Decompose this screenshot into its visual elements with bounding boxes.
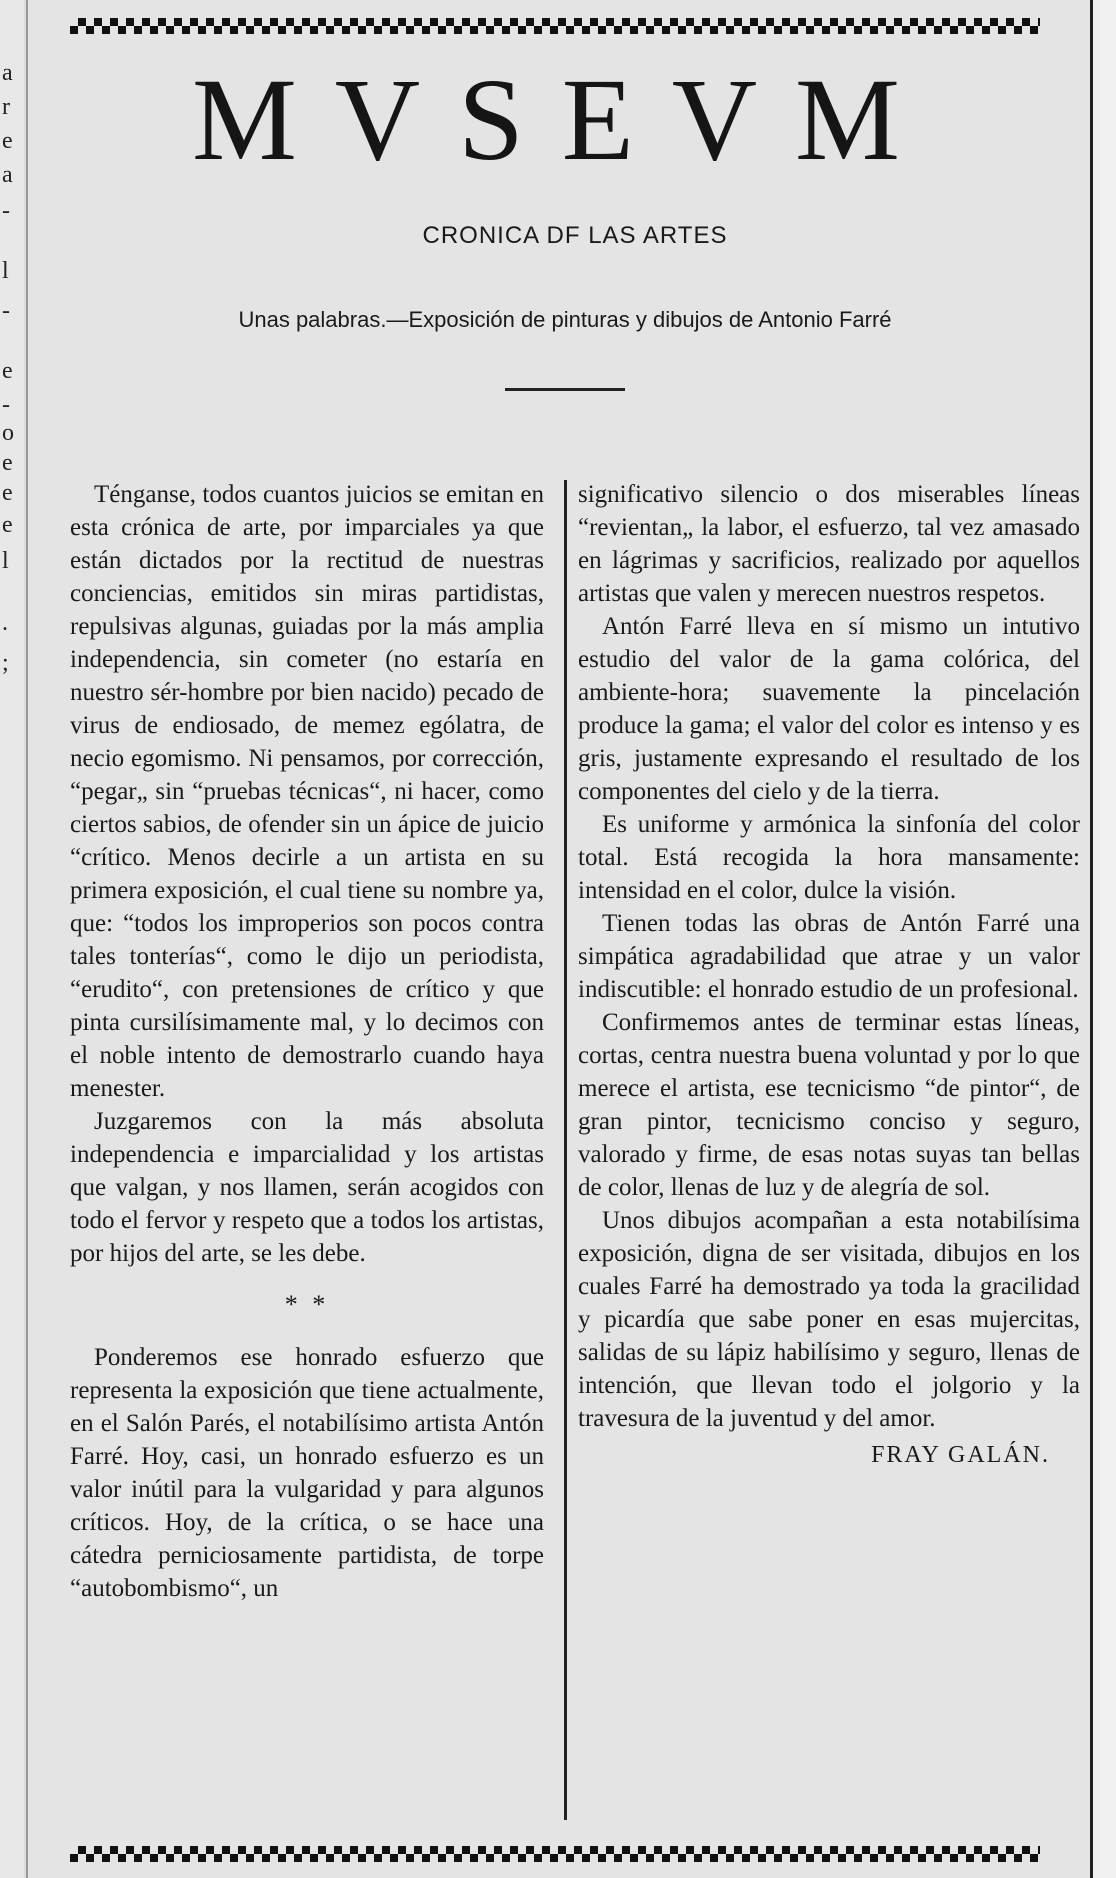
- margin-letter: ;: [2, 650, 9, 676]
- margin-letter: -: [2, 198, 10, 224]
- section-separator: * *: [284, 1290, 330, 1319]
- masthead-title: MVSEVM: [192, 54, 938, 185]
- headline-divider: [505, 388, 625, 391]
- article-paragraph: Confirmemos antes de terminar estas líneas, cortas, centra nuestra buena voluntad y por lo que merece el artista, ese tecnicismo “de pintor“, de gran pintor, tecnicismo conciso y seguro, valorado y firme, de esas notas suyas tan bellas de color, llenas de luz y de alegría de sol.: [578, 1009, 1080, 1201]
- article-column-left: [70, 478, 544, 1605]
- margin-letter: -: [2, 298, 10, 324]
- checkered-border-bottom: [70, 1846, 1040, 1862]
- author-signature: FRAY GALÁN.: [871, 1442, 1050, 1468]
- article-paragraph: Ponderemos ese honrado esfuerzo que representa la exposición que tiene actualmente, en el Salón Parés, el notabilísimo artista Antón Farré. Hoy, casi, un honrado esfuerzo es un valor inútil para la vulgaridad y para algunos críticos. Hoy, de la crítica, o se hace una cátedra perniciosamente partidista, de torpe “autobombismo“, un: [70, 1344, 544, 1602]
- article-headline: Unas palabras.—Exposición de pinturas y dibujos de Antonio Farré: [238, 307, 892, 332]
- article-paragraph: Ténganse, todos cuantos juicios se emitan en esta crónica de arte, por imparciales ya que están dictados por la rectitud de nuestras conciencias, emitidos sin miras partidistas, repulsivas algunas, guiadas por la más amplia independencia, sin cometer (no estaría en nuestro sér-hombre por bien nacido) pecado de virus de endiosado, de memez ególatra, de necio egomismo. Ni pensamos, por corrección, “pegar„ sin “pruebas técnicas“, ni hacer, como ciertos sabios, de ofender sin un ápice de juicio “crítico. Menos decirle a un artista en su primera exposición, el cual tiene su nombre ya, que: “todos los improperios son pocos contra tales tonterías“, como le dijo un periodista, “erudito“, con pretensiones de crítico y que pinta cursilísimamente mal, y lo decimos con el noble intento de demostrarlo cuando haya menester.: [70, 481, 544, 1102]
- margin-letter: a: [2, 162, 13, 188]
- margin-letter: e: [2, 450, 13, 476]
- article-paragraph: Juzgaremos con la más absoluta independencia e imparcialidad y los artistas que valgan, y nos llamen, serán acogidos con todo el fervor y respeto que a todos los artistas, por hijos del arte, se les debe.: [70, 1108, 544, 1267]
- margin-letter: a: [2, 60, 13, 86]
- margin-letter: l: [2, 548, 9, 574]
- article-paragraph: Es uniforme y armónica la sinfonía del color total. Está recogida la hora mansamente: intensidad en el color, dulce la visión.: [578, 811, 1080, 904]
- adjacent-column-fragment: [0, 0, 24, 1878]
- margin-letter: .: [2, 610, 8, 636]
- article-paragraph: Tienen todas las obras de Antón Farré una simpática agradabilidad que atrae y un valor indiscutible: el honrado estudio de un profesional.: [578, 910, 1080, 1003]
- margin-letter: -: [2, 392, 10, 418]
- section-subtitle: CRONICA DF LAS ARTES: [422, 222, 728, 249]
- article-paragraph: Antón Farré lleva en sí mismo un intutivo estudio del valor de la gama colórica, del ambiente-hora; suavemente la pincelación produce la gama; el valor del color es intenso y es gris, justamente expresando el resultado de los componentes del cielo y de la tierra.: [578, 613, 1080, 805]
- margin-letter: e: [2, 480, 13, 506]
- column-divider: [564, 480, 567, 1820]
- margin-letter: o: [2, 420, 14, 446]
- margin-letter: e: [2, 512, 13, 538]
- margin-letter: l: [2, 258, 9, 284]
- article-paragraph: Unos dibujos acompañan a esta notabilísima exposición, digna de ser visitada, dibujos en los cuales Farré ha demostrado ya toda la gracilidad y picardía que sabe poner en esas mujercitas, salidas de su lápiz habilísimo y seguro, llenas de intención, que llevan todo el jolgorio y la travesura de la juventud y del amor.: [578, 1207, 1080, 1432]
- article-paragraph: significativo silencio o dos miserables líneas “revientan„ la labor, el esfuerzo, tal vez amasado en lágrimas y sacrificios, realizado por aquellos artistas que valen y merecen nuestros respetos.: [578, 481, 1080, 607]
- margin-letter: e: [2, 128, 13, 154]
- right-margin: [1093, 0, 1116, 1878]
- margin-letter: e: [2, 358, 13, 384]
- checkered-border-top: [70, 18, 1040, 34]
- article-column-right: [578, 478, 1080, 1472]
- margin-letter: r: [2, 94, 10, 120]
